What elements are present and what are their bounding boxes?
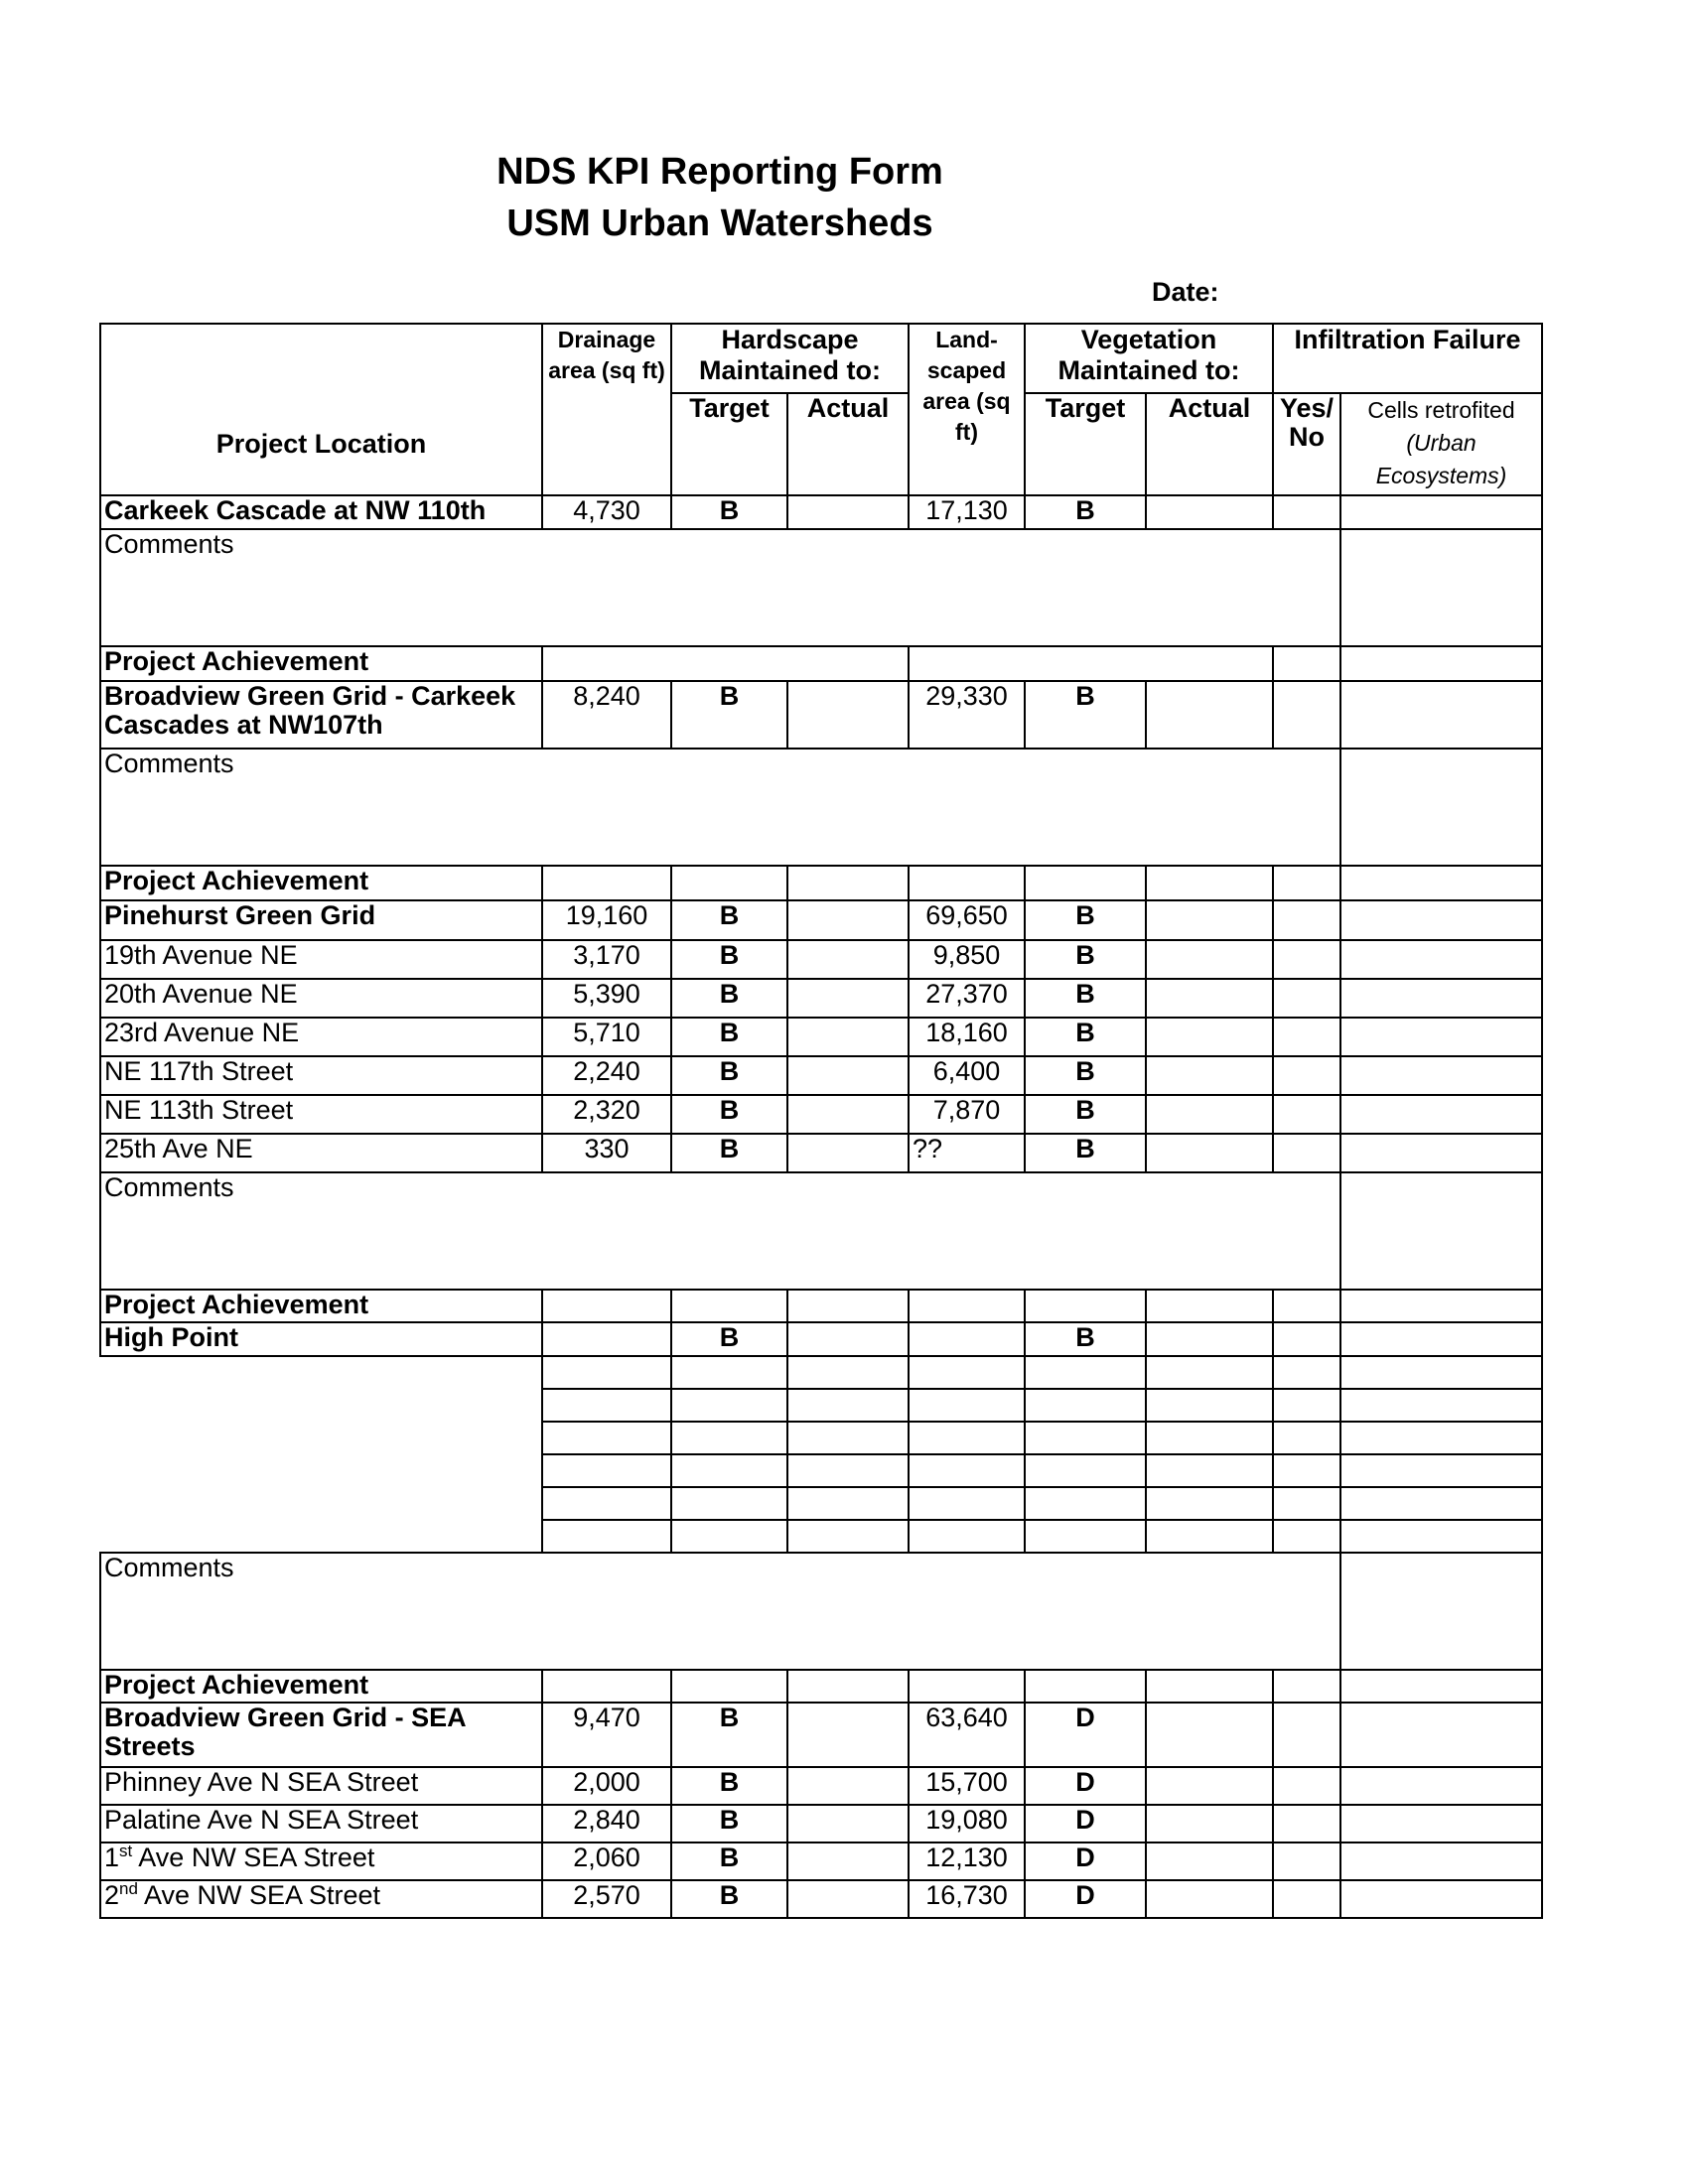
comments-row [100, 1172, 1542, 1290]
hardscape-target: B [671, 1134, 787, 1172]
blank-row [100, 1487, 1542, 1520]
hardscape-actual [787, 940, 909, 979]
hardscape-actual [787, 1056, 909, 1095]
drainage-value: 4,730 [542, 495, 671, 529]
blank-cell [909, 1520, 1025, 1553]
blank-cell [909, 1454, 1025, 1487]
yes-no-cell [1273, 1843, 1340, 1880]
table-row [100, 1703, 1542, 1767]
table-row [100, 1805, 1542, 1843]
landscaped-value: 16,730 [909, 1880, 1025, 1918]
comments-row [100, 529, 1542, 646]
drainage-value: 19,160 [542, 900, 671, 940]
vegetation-target: D [1025, 1805, 1146, 1843]
vegetation-actual [1146, 1134, 1273, 1172]
blank-row [100, 1389, 1542, 1422]
vegetation-target: B [1025, 1095, 1146, 1134]
drainage-value: 2,060 [542, 1843, 671, 1880]
hardscape-target: B [671, 1322, 787, 1356]
cells-retrofitted-header [1340, 393, 1542, 495]
yes-no-cell [1273, 1805, 1340, 1843]
vegetation-actual [1146, 940, 1273, 979]
drainage-value: 2,570 [542, 1880, 671, 1918]
vegetation-actual [1146, 1805, 1273, 1843]
blank-location-cell [100, 1389, 542, 1422]
urban-ecosystems-label: (Urban Ecosystems) [1375, 430, 1507, 488]
infiltration-failure-header: Infiltration Failure [1273, 324, 1542, 393]
vegetation-target-header: Target [1025, 393, 1146, 495]
landscaped-value: 19,080 [909, 1805, 1025, 1843]
blank-cell [1025, 1389, 1146, 1422]
blank-cell [1146, 1520, 1273, 1553]
vegetation-target: B [1025, 979, 1146, 1018]
yes-no-cell [1273, 1880, 1340, 1918]
hardscape-target: B [671, 1095, 787, 1134]
drainage-value: 2,320 [542, 1095, 671, 1134]
blank-cell [671, 1520, 787, 1553]
table-row [100, 1134, 1542, 1172]
landscaped-value: 69,650 [909, 900, 1025, 940]
vegetation-actual [1146, 1095, 1273, 1134]
vegetation-target: D [1025, 1767, 1146, 1805]
blank-cell [1273, 1356, 1340, 1389]
project-location-header-top [100, 324, 542, 393]
project-name [100, 1843, 542, 1880]
project-achievement-row [100, 1670, 1542, 1703]
landscaped-value: 15,700 [909, 1767, 1025, 1805]
vegetation-target: B [1025, 1056, 1146, 1095]
blank-cell [787, 1454, 909, 1487]
project-name: Broadview Green Grid - SEA Streets [100, 1703, 542, 1767]
hardscape-header: Hardscape Maintained to: [671, 324, 909, 393]
hardscape-target: B [671, 1767, 787, 1805]
blank-cell [1273, 1487, 1340, 1520]
blank-cell [787, 1520, 909, 1553]
cells-retrofitted-cell [1340, 1018, 1542, 1056]
hardscape-target: B [671, 940, 787, 979]
landscaped-value: 18,160 [909, 1018, 1025, 1056]
table-row [100, 900, 1542, 940]
project-name: 19th Avenue NE [100, 940, 542, 979]
table-row [100, 495, 1542, 529]
blank-row [100, 1454, 1542, 1487]
blank-cell [1146, 1487, 1273, 1520]
blank-cell [787, 1487, 909, 1520]
comments-label: Comments [100, 749, 1340, 866]
date-label: Date: [1152, 277, 1219, 307]
project-name [100, 1880, 542, 1918]
landscaped-value: 9,850 [909, 940, 1025, 979]
landscaped-value: 6,400 [909, 1056, 1025, 1095]
blank-cell [542, 1422, 671, 1454]
cells-retrofitted-label: Cells retrofited [1367, 397, 1515, 423]
vegetation-target: D [1025, 1880, 1146, 1918]
project-name: 20th Avenue NE [100, 979, 542, 1018]
landscaped-value: 7,870 [909, 1095, 1025, 1134]
hardscape-actual [787, 1880, 909, 1918]
yes-no-cell [1273, 1056, 1340, 1095]
landscaped-value: 63,640 [909, 1703, 1025, 1767]
landscaped-value: 12,130 [909, 1843, 1025, 1880]
blank-location-cell [100, 1422, 542, 1454]
comments-label: Comments [100, 529, 1340, 646]
hardscape-target: B [671, 1703, 787, 1767]
blank-cell [787, 1356, 909, 1389]
blank-cell [909, 1356, 1025, 1389]
vegetation-actual [1146, 495, 1273, 529]
hardscape-target: B [671, 1843, 787, 1880]
cells-retrofitted-cell [1340, 495, 1542, 529]
yes-no-cell [1273, 1767, 1340, 1805]
vegetation-actual [1146, 1843, 1273, 1880]
table-row [100, 1843, 1542, 1880]
blank-row [100, 1356, 1542, 1389]
cells-retrofitted-cell [1340, 1843, 1542, 1880]
drainage-area-header: Drainage area (sq ft) [542, 324, 671, 495]
project-name: Pinehurst Green Grid [100, 900, 542, 940]
vegetation-actual [1146, 1018, 1273, 1056]
blank-row [100, 1422, 1542, 1454]
blank-cell [787, 1422, 909, 1454]
project-name: 23rd Avenue NE [100, 1018, 542, 1056]
ordinal-number: 1 [104, 1843, 120, 1872]
drainage-value: 9,470 [542, 1703, 671, 1767]
table-row [100, 681, 1542, 749]
vegetation-target: B [1025, 940, 1146, 979]
landscaped-area-header: Land-scaped area (sq ft) [909, 324, 1025, 495]
vegetation-actual [1146, 1767, 1273, 1805]
blank-cell [671, 1389, 787, 1422]
vegetation-actual [1146, 979, 1273, 1018]
vegetation-actual [1146, 1056, 1273, 1095]
cells-retrofitted-cell [1340, 1095, 1542, 1134]
vegetation-actual-header: Actual [1146, 393, 1273, 495]
blank-location-cell [100, 1356, 542, 1389]
hardscape-actual [787, 495, 909, 529]
street-name: Ave NW SEA Street [137, 1880, 381, 1910]
project-achievement-row [100, 1290, 1542, 1322]
hardscape-target: B [671, 979, 787, 1018]
blank-location-cell [100, 1454, 542, 1487]
table-row [100, 1767, 1542, 1805]
blank-cell [542, 1356, 671, 1389]
blank-cell [787, 1389, 909, 1422]
project-achievement-row [100, 646, 1542, 681]
blank-cell [1273, 1389, 1340, 1422]
yes-no-header: Yes/ No [1273, 393, 1340, 495]
blank-cell [542, 1487, 671, 1520]
cells-retrofitted-cell [1340, 1056, 1542, 1095]
hardscape-target: B [671, 900, 787, 940]
hardscape-target: B [671, 1018, 787, 1056]
drainage-value: 3,170 [542, 940, 671, 979]
vegetation-target: B [1025, 1134, 1146, 1172]
blank-location-cell [100, 1487, 542, 1520]
project-achievement-label: Project Achievement [100, 1670, 542, 1703]
blank-cell [1146, 1389, 1273, 1422]
blank-cell [671, 1487, 787, 1520]
form-title: NDS KPI Reporting Form [496, 151, 943, 193]
table-row [100, 1018, 1542, 1056]
cells-retrofitted-cell [1340, 1805, 1542, 1843]
drainage-value: 2,000 [542, 1767, 671, 1805]
cells-retrofitted-cell [1340, 940, 1542, 979]
yes-no-cell [1273, 1095, 1340, 1134]
hardscape-target: B [671, 1056, 787, 1095]
blank-cell [909, 1422, 1025, 1454]
blank-location-cell [100, 1520, 542, 1553]
project-achievement-label: Project Achievement [100, 866, 542, 900]
hardscape-actual-header: Actual [787, 393, 909, 495]
hardscape-actual [787, 979, 909, 1018]
table-row [100, 1322, 1542, 1356]
table-row [100, 979, 1542, 1018]
project-name: NE 113th Street [100, 1095, 542, 1134]
ordinal-suffix: nd [119, 1880, 138, 1898]
street-name: Ave NW SEA Street [132, 1843, 375, 1872]
drainage-value: 5,390 [542, 979, 671, 1018]
kpi-table [99, 323, 1543, 1919]
blank-cell [909, 1389, 1025, 1422]
blank-cell [1273, 1422, 1340, 1454]
hardscape-actual [787, 1095, 909, 1134]
landscaped-value: 17,130 [909, 495, 1025, 529]
vegetation-target: B [1025, 681, 1146, 749]
blank-cell [1273, 1454, 1340, 1487]
yes-no-cell [1273, 940, 1340, 979]
blank-cell [542, 1454, 671, 1487]
comments-label: Comments [100, 1553, 1340, 1670]
hardscape-target-header: Target [671, 393, 787, 495]
blank-cell [1146, 1454, 1273, 1487]
cells-retrofitted-cell [1340, 1134, 1542, 1172]
hardscape-actual [787, 1134, 909, 1172]
comments-row [100, 749, 1542, 866]
blank-cell [1340, 1520, 1542, 1553]
vegetation-target: D [1025, 1703, 1146, 1767]
blank-cell [542, 1389, 671, 1422]
yes-no-cell [1273, 979, 1340, 1018]
table-row [100, 1095, 1542, 1134]
project-name: Carkeek Cascade at NW 110th [100, 495, 542, 529]
hardscape-actual [787, 1018, 909, 1056]
blank-cell [1146, 1422, 1273, 1454]
blank-cell [671, 1422, 787, 1454]
project-achievement-row [100, 866, 1542, 900]
blank-cell [1340, 1487, 1542, 1520]
vegetation-target: B [1025, 900, 1146, 940]
project-achievement-label: Project Achievement [100, 646, 542, 681]
hardscape-actual [787, 1767, 909, 1805]
vegetation-target: B [1025, 1018, 1146, 1056]
hardscape-actual [787, 1843, 909, 1880]
landscaped-value: 27,370 [909, 979, 1025, 1018]
blank-cell [542, 1520, 671, 1553]
hardscape-target: B [671, 1805, 787, 1843]
ordinal-number: 2 [104, 1880, 120, 1910]
blank-cell [671, 1454, 787, 1487]
ordinal-suffix: st [119, 1843, 133, 1860]
blank-row [100, 1520, 1542, 1553]
comments-row [100, 1553, 1542, 1670]
blank-cell [1025, 1356, 1146, 1389]
blank-cell [909, 1487, 1025, 1520]
landscaped-value: ?? [909, 1134, 1025, 1172]
table-row [100, 1880, 1542, 1918]
vegetation-target: D [1025, 1843, 1146, 1880]
project-name: High Point [100, 1322, 542, 1356]
hardscape-target: B [671, 1880, 787, 1918]
blank-cell [1340, 1356, 1542, 1389]
drainage-value: 330 [542, 1134, 671, 1172]
drainage-value: 8,240 [542, 681, 671, 749]
cells-retrofitted-cell [1340, 1767, 1542, 1805]
form-subtitle: USM Urban Watersheds [506, 203, 933, 244]
drainage-value: 2,840 [542, 1805, 671, 1843]
landscaped-value: 29,330 [909, 681, 1025, 749]
project-name: Phinney Ave N SEA Street [100, 1767, 542, 1805]
cells-retrofitted-cell [1340, 979, 1542, 1018]
hardscape-actual [787, 1805, 909, 1843]
blank-cell [671, 1356, 787, 1389]
yes-no-cell [1273, 1134, 1340, 1172]
blank-cell [1340, 1422, 1542, 1454]
blank-cell [1146, 1356, 1273, 1389]
table-row [100, 1056, 1542, 1095]
blank-cell [1340, 1389, 1542, 1422]
blank-cell [1025, 1487, 1146, 1520]
blank-cell [1025, 1520, 1146, 1553]
cells-retrofitted-cell [1340, 1880, 1542, 1918]
vegetation-header: Vegetation Maintained to: [1025, 324, 1273, 393]
drainage-value: 5,710 [542, 1018, 671, 1056]
drainage-value: 2,240 [542, 1056, 671, 1095]
yes-no-cell [1273, 1018, 1340, 1056]
vegetation-actual [1146, 1880, 1273, 1918]
vegetation-target: B [1025, 495, 1146, 529]
project-achievement-label: Project Achievement [100, 1290, 542, 1322]
blank-cell [1025, 1422, 1146, 1454]
project-location-header: Project Location [100, 393, 542, 495]
hardscape-target: B [671, 681, 787, 749]
blank-cell [1340, 1454, 1542, 1487]
yes-no-cell [1273, 495, 1340, 529]
comments-label: Comments [100, 1172, 1340, 1290]
table-row [100, 940, 1542, 979]
project-name: Palatine Ave N SEA Street [100, 1805, 542, 1843]
hardscape-target: B [671, 495, 787, 529]
blank-cell [1273, 1520, 1340, 1553]
project-name: Broadview Green Grid - Carkeek Cascades at NW107th [100, 681, 542, 749]
blank-cell [1025, 1454, 1146, 1487]
vegetation-target: B [1025, 1322, 1146, 1356]
comments-extra-cell [1340, 529, 1542, 646]
project-name: 25th Ave NE [100, 1134, 542, 1172]
project-name: NE 117th Street [100, 1056, 542, 1095]
